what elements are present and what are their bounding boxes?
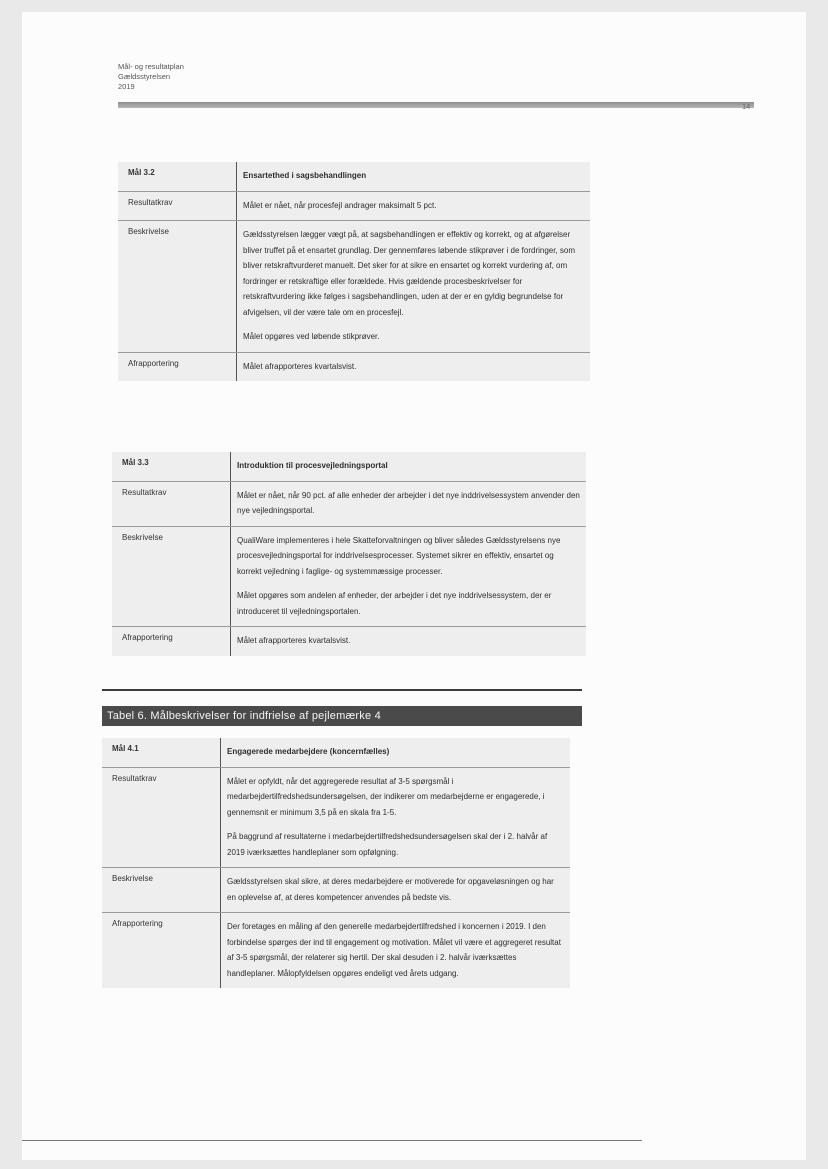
running-header [118,62,184,92]
table-row [118,162,590,192]
table-row [118,192,590,222]
result-requirement [220,768,570,868]
description-paragraph: QualiWare implementeres i hele Skatteforvaltningen og bliver således Gældsstyrelsens nye procesvejledningsportal for inddrivelsesprocesser. Systemet sikrer en effektiv, ensartet og korrekt vejledning i faglige- og systemmæssige processer. [237,535,561,576]
row-label: Resultatkrav [122,487,167,497]
table-row [112,627,586,656]
description [236,221,590,352]
goal-title: Introduktion til procesvejledningsportal [230,452,586,481]
description-paragraph: Målet opgøres som andelen af enheder, der arbejder i det nye inddrivelsessystem, der er introduceret til vejledningsportalen. [237,591,552,616]
result-requirement: Målet er nået, når 90 pct. af alle enheder der arbejder i det nye inddrivelsessystem anvender den nye vejledningsportal. [230,482,586,526]
requirement-paragraph: Målet er opfyldt, når det aggregerede resultat af 3-5 spørgsmål i medarbejdertilfredshedsundersøgelsen, der indikerer om medarbejderne er engagerede, i gennemsnit er minimum 3,5 på en skala fra 1-5. [227,776,545,817]
goal-id-label: Mål 4.1 [112,744,139,753]
table-caption: Tabel 6. Målbeskrivelser for indfrielse af pejlemærke 4 [102,706,582,726]
document-page [22,12,806,1160]
table-row [102,738,570,768]
reporting: Målet afrapporteres kvartalsvist. [236,353,590,382]
table-row [118,221,590,353]
table-row [102,768,570,869]
reporting: Målet afrapporteres kvartalsvist. [230,627,586,656]
goal-title: Ensartethed i sagsbehandlingen [236,162,590,191]
table-row [112,482,586,527]
header-rule [118,102,754,108]
page-number: 14 [742,102,751,111]
goal-id-label: Mål 3.3 [122,458,149,467]
description: Gældsstyrelsen skal sikre, at deres medarbejdere er motiverede for opgaveløsningen og har en oplevelse af, at deres kompetencer anvendes på bedste vis. [220,868,570,912]
row-label: Afrapportering [128,358,179,368]
table-row [102,868,570,913]
row-label: Afrapportering [122,633,173,642]
table-row [112,527,586,628]
row-label: Resultatkrav [112,773,157,783]
header-line-2: Gældsstyrelsen [118,72,171,81]
goal-title: Engagerede medarbejdere (koncernfælles) [220,738,570,767]
goal-table-4-1 [102,738,570,988]
description-paragraph: Målet opgøres ved løbende stikprøver. [243,332,380,341]
goal-id-label: Mål 3.2 [128,168,155,177]
requirement-paragraph: På baggrund af resultaterne i medarbejdertilfredshedsundersøgelsen skal der i 2. halvår af 2019 iværksættes handleplaner som opfølgning. [227,832,548,857]
goal-table-3-2 [118,162,590,381]
row-label: Beskrivelse [122,532,163,542]
row-label: Beskrivelse [112,874,153,883]
section-divider [102,689,582,691]
header-line-1: Mål- og resultatplan [118,62,184,71]
result-requirement: Målet er nået, når procesfejl andrager maksimalt 5 pct. [236,192,590,221]
row-label: Beskrivelse [128,227,169,236]
footer-rule [22,1140,642,1141]
reporting: Der foretages en måling af den generelle medarbejdertilfredshed i koncernen i 2019. I den forbindelse spørges der ind til engagement og motivation. Målet vil være et aggregeret resultat af 3-5 spørgsmål, der relaterer sig hertil. Der skal desuden i 2. halvår iværksættes handleplaner. Målopfyldelsen opgøres endeligt ved årets udgang. [220,913,570,988]
table-row [102,913,570,988]
row-label: Afrapportering [112,919,163,928]
table-row [118,353,590,382]
header-line-3: 2019 [118,82,135,91]
goal-table-3-3 [112,452,586,656]
description [230,527,586,627]
description-paragraph: Gældsstyrelsen lægger vægt på, at sagsbehandlingen er effektiv og korrekt, og at afgørelser bliver truffet på et ensartet grundlag. Der gennemføres løbende stikprøver i de fordringer, som bliver retskraftvurderet manuelt. Det sker for at sikre en ensartet og korrekt vurdering af, om fordringer er retskraftige eller forældede. Hvis gældende procesbeskrivelser for retskraftvurdering ikke følges i sagsbehandlingen, uden at der er en gyldig begrundelse for afvigelsen, vil der være tale om en procesfejl. [243,230,576,317]
row-label: Resultatkrav [128,197,173,207]
table-row [112,452,586,482]
